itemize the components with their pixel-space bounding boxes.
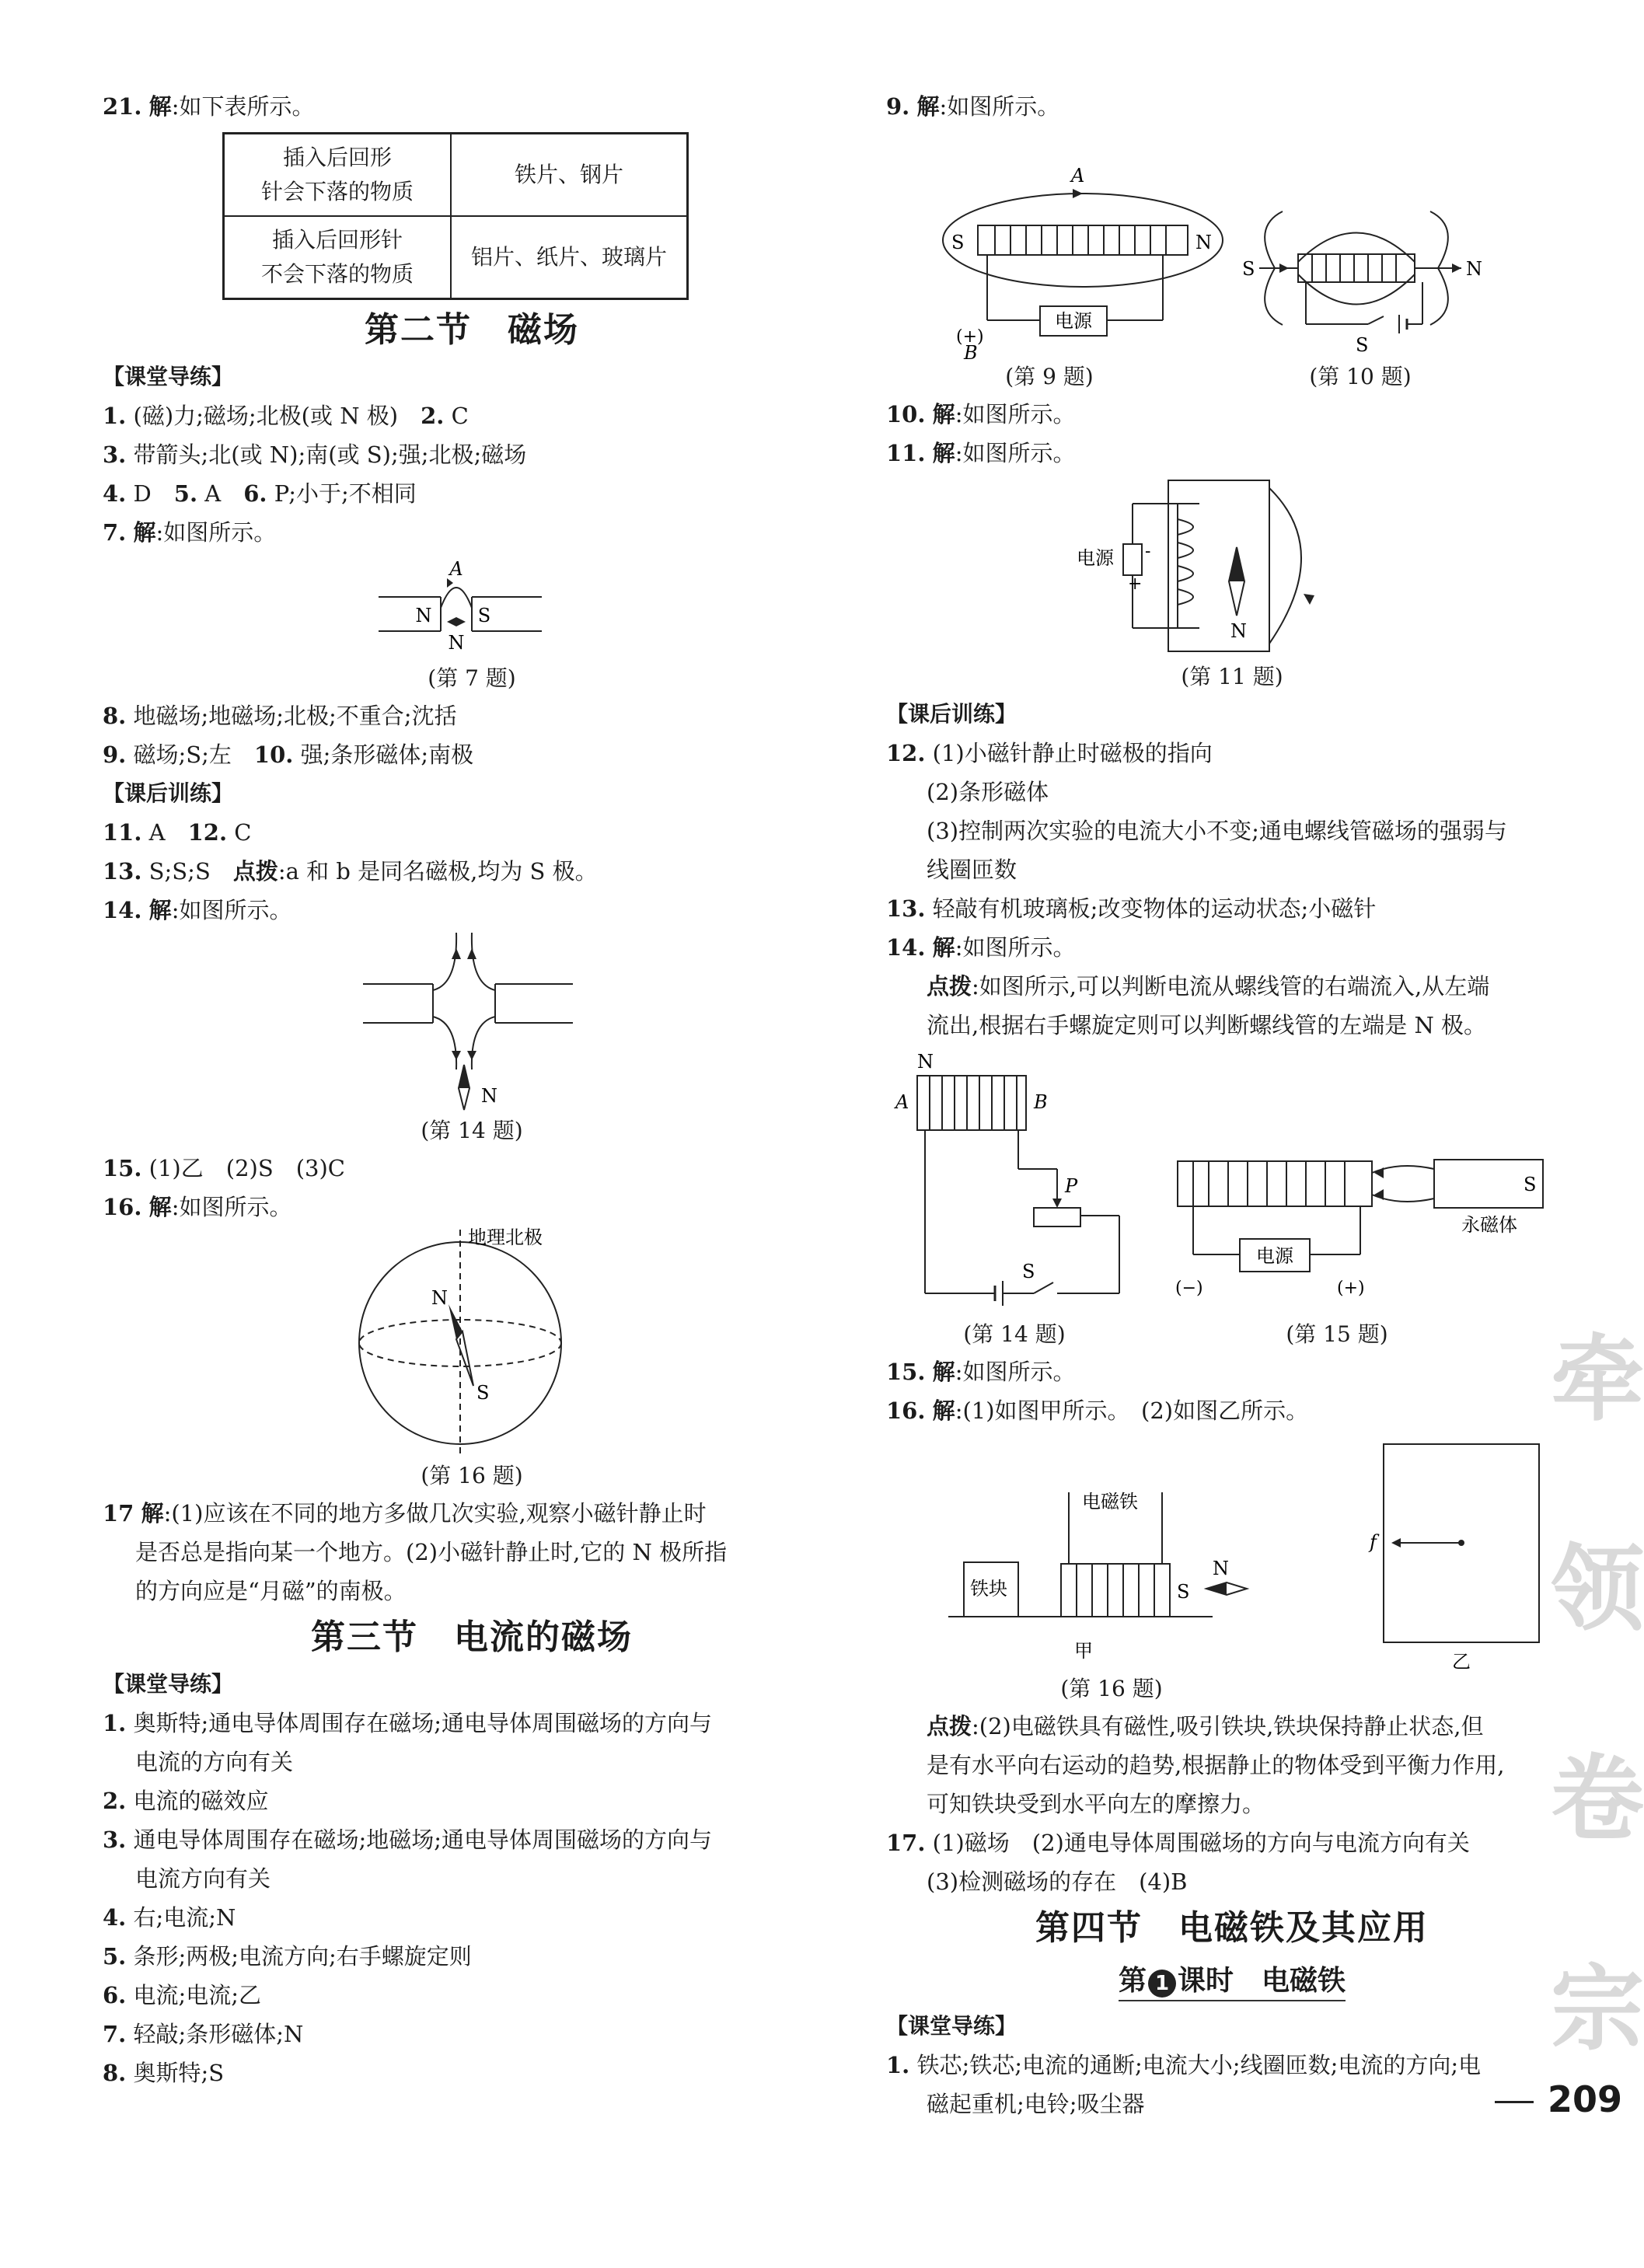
captions-9-10	[886, 359, 1578, 395]
caption-fig7: (第 7 题)	[428, 665, 516, 691]
block-after-1: 【课后训练】	[103, 780, 234, 806]
hint-16-line2: 是有水平向右运动的趋势,根据静止的物体受到平衡力作用,	[927, 1752, 1505, 1778]
caption-fig11: (第 11 题)	[1181, 664, 1283, 689]
fig16-label-s: S	[476, 1382, 490, 1404]
answer-11-12: 11. A 12. C	[103, 819, 252, 846]
fig7-label-needle-n: N	[448, 632, 465, 654]
answer-14-hint-line2: 流出,根据右手螺旋定则可以判断螺线管的左端是 N 极。	[927, 1012, 1487, 1038]
fig15-label-plus: (+)	[1337, 1279, 1365, 1298]
figures-14-15	[886, 1045, 1570, 1317]
answer-17-right-line1: 17. (1)磁场 (2)通电导体周围磁场的方向与电流方向有关	[886, 1830, 1470, 1856]
fig9-label-plus: (+)	[956, 327, 984, 347]
figure-16-jia	[948, 1491, 1247, 1662]
answer-12-line4: 线圈匝数	[927, 857, 1017, 883]
answer-16-right: 16. 解:(1)如图甲所示。 (2)如图乙所示。	[886, 1397, 1309, 1424]
captions-14-15	[886, 1317, 1578, 1352]
fig14r-label-s: S	[1022, 1261, 1035, 1282]
figure-10	[1242, 211, 1482, 356]
figures-9-10	[886, 126, 1570, 359]
fig15-label-s: S	[1524, 1174, 1537, 1195]
answer-17-line3: 的方向应是“月磁”的南极。	[135, 1578, 407, 1604]
lesson-title: 第 1 课时 电磁铁	[886, 1956, 1578, 2007]
answer-12-line2: (2)条形磁体	[927, 779, 1049, 805]
fig11-label-minus: -	[1145, 542, 1151, 561]
answer-8: 8. 地磁场;地磁场;北极;不重合;沈括	[103, 703, 457, 729]
fig11-label-source: 电源	[1077, 547, 1114, 569]
fig9-label-n: N	[1195, 232, 1212, 253]
table-header-not-falls: 插入后回形针 不会下落的物质	[224, 216, 452, 299]
answer-15-right: 15. 解:如图所示。	[886, 1359, 1076, 1385]
fig7-label-n: N	[415, 605, 432, 626]
block-classroom-2: 【课堂导练】	[103, 1671, 234, 1697]
answer-1-2: 1. (磁)力;磁场;北极(或 N 极) 2. C	[103, 403, 469, 429]
caption-fig14-right: (第 14 题)	[963, 1321, 1066, 1347]
right-column	[886, 87, 1578, 2123]
answer-17-right-line2: (3)检测磁场的存在 (4)B	[927, 1868, 1188, 1895]
figure-7	[316, 552, 627, 661]
fig14-label-n: N	[481, 1085, 497, 1107]
fig16r-label-f: f	[1370, 1531, 1377, 1553]
fig10-label-switch: S	[1356, 334, 1369, 356]
page-number: 209	[1495, 2078, 1622, 2120]
figure-16-right	[886, 1430, 1570, 1671]
figure-16-left	[340, 1226, 604, 1458]
sec4-answer-1-line2: 磁起重机;电铃;吸尘器	[927, 2091, 1145, 2117]
answer-21-table	[222, 132, 689, 300]
answer-16: 16. 解:如图所示。	[103, 1194, 292, 1220]
section-title-3: 第三节 电流的磁场	[311, 1617, 633, 1657]
answer-11-right: 11. 解:如图所示。	[886, 440, 1076, 466]
lesson-number-badge: 1	[1148, 1970, 1176, 1998]
figure-15	[1175, 1160, 1543, 1298]
answer-14-hint-line1: 点拨:如图所示,可以判断电流从螺线管的右端流入,从左端	[927, 973, 1490, 1000]
answer-12-line3: (3)控制两次实验的电流大小不变;通电螺线管磁场的强弱与	[927, 818, 1507, 844]
fig14r-label-n: N	[917, 1051, 934, 1073]
block-classroom-3: 【课堂导练】	[886, 2013, 1017, 2039]
sec3-answer-6: 6. 电流;电流;乙	[103, 1982, 262, 2008]
fig16-label-n: N	[431, 1287, 448, 1309]
fig15-label-minus: (−)	[1175, 1279, 1203, 1298]
answer-15: 15. (1)乙 (2)S (3)C	[103, 1155, 345, 1181]
answer-17-line1: 17 解:(1)应该在不同的地方多做几次实验,观察小磁针静止时	[103, 1500, 707, 1527]
fig14r-label-a: A	[895, 1091, 909, 1113]
fig9-label-source: 电源	[1055, 310, 1092, 332]
fig7-label-a: A	[449, 558, 463, 580]
answer-14-right: 14. 解:如图所示。	[886, 934, 1076, 961]
block-after-2: 【课后训练】	[886, 701, 1017, 727]
sec3-answer-3-line1: 3. 通电导体周围存在磁场;地磁场;通电导体周围磁场的方向与	[103, 1827, 713, 1853]
block-classroom-1: 【课堂导练】	[103, 364, 234, 389]
table-value-falls: 铁片、钢片	[451, 134, 688, 217]
answer-17-line2: 是否总是指向某一个地方。(2)小磁针静止时,它的 N 极所指	[135, 1539, 728, 1565]
fig16r-label-em: 电磁铁	[1082, 1491, 1138, 1513]
answer-13: 13. S;S;S 点拨:a 和 b 是同名磁极,均为 S 极。	[103, 858, 598, 885]
sec3-answer-7: 7. 轻敲;条形磁体;N	[103, 2021, 304, 2047]
answer-7: 7. 解:如图所示。	[103, 519, 277, 546]
answer-13-right: 13. 轻敲有机玻璃板;改变物体的运动状态;小磁针	[886, 895, 1377, 922]
fig16-label-geo: 地理北极	[468, 1226, 543, 1248]
answer-12-line1: 12. (1)小磁针静止时磁极的指向	[886, 740, 1213, 766]
fig14r-label-p: P	[1065, 1175, 1078, 1197]
hint-16-line1: 点拨:(2)电磁铁具有磁性,吸引铁块,铁块保持静止状态,但	[927, 1713, 1484, 1739]
sec3-answer-1-line2: 电流的方向有关	[135, 1749, 294, 1775]
fig16r-label-yi: 乙	[1452, 1651, 1471, 1671]
sec3-answer-4: 4. 右;电流;N	[103, 1904, 236, 1931]
answer-14: 14. 解:如图所示。	[103, 897, 292, 923]
fig15-label-magnet: 永磁体	[1461, 1214, 1517, 1236]
section-title-4: 第四节 电磁铁及其应用	[1035, 1908, 1429, 1948]
sec3-answer-3-line2: 电流方向有关	[135, 1865, 271, 1892]
fig15-label-source: 电源	[1256, 1245, 1293, 1267]
fig10-label-s: S	[1242, 258, 1255, 280]
answer-10-right: 10. 解:如图所示。	[886, 401, 1076, 427]
answer-21: 21. 解:如下表所示。	[103, 93, 315, 120]
fig16r-label-s: S	[1177, 1581, 1190, 1603]
figure-14-right	[894, 1051, 1119, 1306]
sec3-answer-1-line1: 1. 奥斯特;通电导体周围存在磁场;通电导体周围磁场的方向与	[103, 1710, 713, 1736]
figure-14-left	[347, 930, 596, 1113]
fig11-label-plus: +	[1128, 574, 1143, 594]
caption-fig14-left: (第 14 题)	[421, 1118, 523, 1143]
table-header-falls: 插入后回形 针会下落的物质	[224, 134, 452, 217]
fig16r-label-jia: 甲	[1074, 1640, 1093, 1662]
sec4-answer-1-line1: 1. 铁芯;铁芯;电流的通断;电流大小;线圈匝数;电流的方向;电	[886, 2052, 1482, 2078]
fig16r-label-iron: 铁块	[970, 1578, 1007, 1600]
answer-9-right: 9. 解:如图所示。	[886, 93, 1060, 120]
answer-9-10: 9. 磁场;S;左 10. 强;条形磁体;南极	[103, 741, 474, 768]
caption-fig9: (第 9 题)	[1005, 364, 1094, 389]
left-column	[103, 87, 841, 2092]
sec3-answer-5: 5. 条形;两极;电流方向;右手螺旋定则	[103, 1943, 472, 1970]
sec3-answer-2: 2. 电流的磁效应	[103, 1788, 269, 1814]
fig9-label-a: A	[1071, 165, 1085, 187]
caption-fig10: (第 10 题)	[1309, 364, 1412, 389]
figure-9	[943, 165, 1223, 359]
answer-3: 3. 带箭头;北(或 N);南(或 S);强;北极;磁场	[103, 441, 527, 468]
figure-16-yi	[1368, 1444, 1539, 1671]
fig11-label-n: N	[1230, 620, 1247, 642]
figure-11	[1077, 473, 1387, 659]
hint-16-line3: 可知铁块受到水平向左的摩擦力。	[927, 1791, 1265, 1817]
caption-fig16-left: (第 16 题)	[421, 1463, 523, 1488]
fig9-label-b: B	[964, 342, 978, 359]
fig10-label-n: N	[1466, 258, 1482, 280]
sec3-answer-8: 8. 奥斯特;S	[103, 2060, 225, 2086]
caption-fig16-right: (第 16 题)	[1060, 1676, 1163, 1701]
fig9-label-s: S	[951, 232, 965, 253]
fig7-label-s: S	[477, 605, 491, 626]
caption-fig15: (第 15 题)	[1286, 1321, 1388, 1347]
table-value-not-falls: 铝片、纸片、玻璃片	[451, 216, 688, 299]
answer-4-6: 4. D 5. A 6. P;小于;不相同	[103, 480, 417, 507]
section-title-2: 第二节 磁场	[365, 310, 579, 350]
fig14r-label-b: B	[1034, 1091, 1048, 1113]
watermark: 牵 领 卷 宗	[1551, 1324, 1644, 2064]
fig16r-label-n: N	[1213, 1558, 1229, 1579]
